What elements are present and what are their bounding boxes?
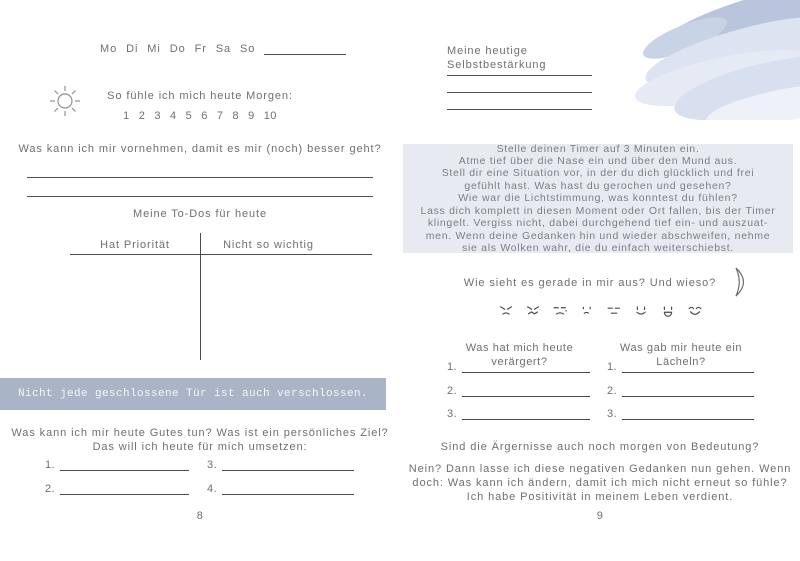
laugh-face-icon [659, 301, 677, 319]
write-line [622, 360, 754, 373]
watercolor-brush-decoration [625, 0, 800, 120]
smile-line-3 [607, 407, 754, 420]
page-number-left: 8 [196, 510, 204, 522]
smile-line-2 [607, 384, 754, 397]
todos-col-priority: Hat Priorität [100, 239, 170, 251]
better-question: Was kann ich mir vornehmen, damit es mir (noch) besser geht? [18, 143, 382, 155]
worried-face-icon [551, 301, 569, 319]
goal-line-1 [45, 458, 189, 471]
neutral-face-icon [605, 301, 623, 319]
scale-number: 10 [263, 110, 277, 122]
annoyed-line-3 [447, 407, 590, 420]
exercise-line: klingelt. Vergiss nicht, dabei durchgehend tief ein- und auszuat- [427, 217, 769, 230]
write-line [462, 407, 590, 420]
scale-number: 4 [169, 110, 177, 122]
exercise-line: Atme tief über die Nase ein und über den Mund aus. [458, 155, 738, 168]
quote-banner [0, 378, 386, 410]
quote-text: Nicht jede geschlossene Tür ist auch verschlossen. [17, 388, 369, 400]
goal-number: 3. [207, 459, 218, 471]
exercise-line: Wie war die Lichtstimmung, was konntest du fühlen? [458, 192, 738, 205]
goals-question-line2: Das will ich heute für mich umsetzen: [92, 441, 308, 453]
timer-exercise-box [403, 144, 793, 253]
morning-prompt: So fühle ich mich heute Morgen: [107, 90, 293, 102]
joyful-face-icon [686, 301, 704, 319]
smile-line-1 [607, 360, 754, 373]
write-line [447, 92, 592, 93]
todos-divider-line [200, 233, 201, 360]
write-line [27, 177, 373, 178]
sad-face-icon [578, 301, 596, 319]
write-line [462, 384, 590, 397]
reflection-question: Sind die Ärgernisse auch noch morgen von Bedeutung? [440, 441, 760, 453]
write-line [222, 482, 354, 495]
exercise-line: Lass dich komplett in diesen Moment oder Ort fallen, bis der Timer [420, 204, 776, 217]
write-line [622, 384, 754, 397]
gritted-face-icon [524, 301, 542, 319]
goal-line-2 [45, 482, 189, 495]
smile-question: Was gab mir heute ein Lächeln? [619, 342, 743, 368]
line-number: 2. [607, 385, 618, 397]
scale-number: 2 [138, 110, 146, 122]
line-number: 3. [447, 408, 458, 420]
weekday-label: Di [126, 43, 139, 55]
weekday-label: Fr [194, 43, 207, 55]
scale-number: 1 [123, 110, 130, 122]
page-number-right: 9 [596, 510, 604, 522]
smile-face-icon [632, 301, 650, 319]
mood-faces-row [400, 301, 800, 319]
write-line [60, 458, 189, 471]
affirmation-title: Meine heutige Selbstbestärkung [447, 45, 547, 71]
date-write-line [264, 42, 346, 55]
weekday-label: Sa [215, 43, 232, 55]
exercise-line: sie als Wolken wahr, die du einfach weiterschiebst. [462, 241, 734, 254]
scale-number: 6 [201, 110, 208, 122]
line-number: 2. [447, 385, 458, 397]
line-number: 1. [447, 361, 458, 373]
moon-icon [730, 264, 752, 305]
todos-col-not-important: Nicht so wichtig [223, 239, 314, 251]
scale-number: 9 [248, 110, 255, 122]
goal-line-4 [207, 482, 354, 495]
goal-number: 1. [45, 459, 56, 471]
line-number: 3. [607, 408, 618, 420]
todos-title: Meine To-Dos für heute [133, 208, 267, 220]
annoyed-line-2 [447, 384, 590, 397]
annoyed-line-1 [447, 360, 590, 373]
write-line [447, 109, 592, 110]
line-number: 1. [607, 361, 618, 373]
page-right [400, 0, 800, 561]
goal-line-3 [207, 458, 354, 471]
scale-number: 3 [154, 110, 161, 122]
mood-question: Wie sieht es gerade in mir aus? Und wieso? [463, 277, 717, 289]
goal-number: 4. [207, 483, 218, 495]
weekday-row [100, 42, 346, 55]
weekday-label: So [240, 43, 256, 55]
write-line [462, 360, 590, 373]
angry-face-icon [497, 301, 515, 319]
todos-header-line [70, 254, 372, 255]
write-line [622, 407, 754, 420]
goal-number: 2. [45, 483, 56, 495]
mood-scale [0, 110, 400, 122]
weekday-label: Mi [147, 43, 161, 55]
write-line [27, 196, 373, 197]
exercise-line: gefühlt hast. Was hast du gerochen und gesehen? [464, 179, 732, 192]
reflection-answer-line: Nein? Dann lasse ich diese negativen Gedanken nun gehen. Wenn [408, 463, 792, 475]
write-line [447, 75, 592, 76]
exercise-line: Stelle deinen Timer auf 3 Minuten ein. [496, 142, 700, 155]
write-line [60, 482, 189, 495]
exercise-line: Stell dir eine Situation vor, in der du dich glücklich und frei [441, 167, 755, 180]
weekday-label: Mo [100, 43, 118, 55]
scale-number: 5 [185, 110, 193, 122]
weekday-label: Do [169, 43, 186, 55]
annoyed-question: Was hat mich heute verärgert? [465, 342, 574, 368]
scale-number: 7 [216, 110, 224, 122]
exercise-line: men. Wenn deine Gedanken hin und wieder abschweifen, nehme [425, 229, 771, 242]
scale-number: 8 [232, 110, 240, 122]
reflection-answer-line: Ich habe Positivität in meinem Leben verdient. [466, 491, 734, 503]
goals-question-line1: Was kann ich mir heute Gutes tun? Was ist ein persönliches Ziel? [11, 427, 389, 439]
reflection-answer-line: doch: Was kann ich ändern, damit ich mich nicht erneut so fühle? [412, 477, 788, 489]
write-line [222, 458, 354, 471]
